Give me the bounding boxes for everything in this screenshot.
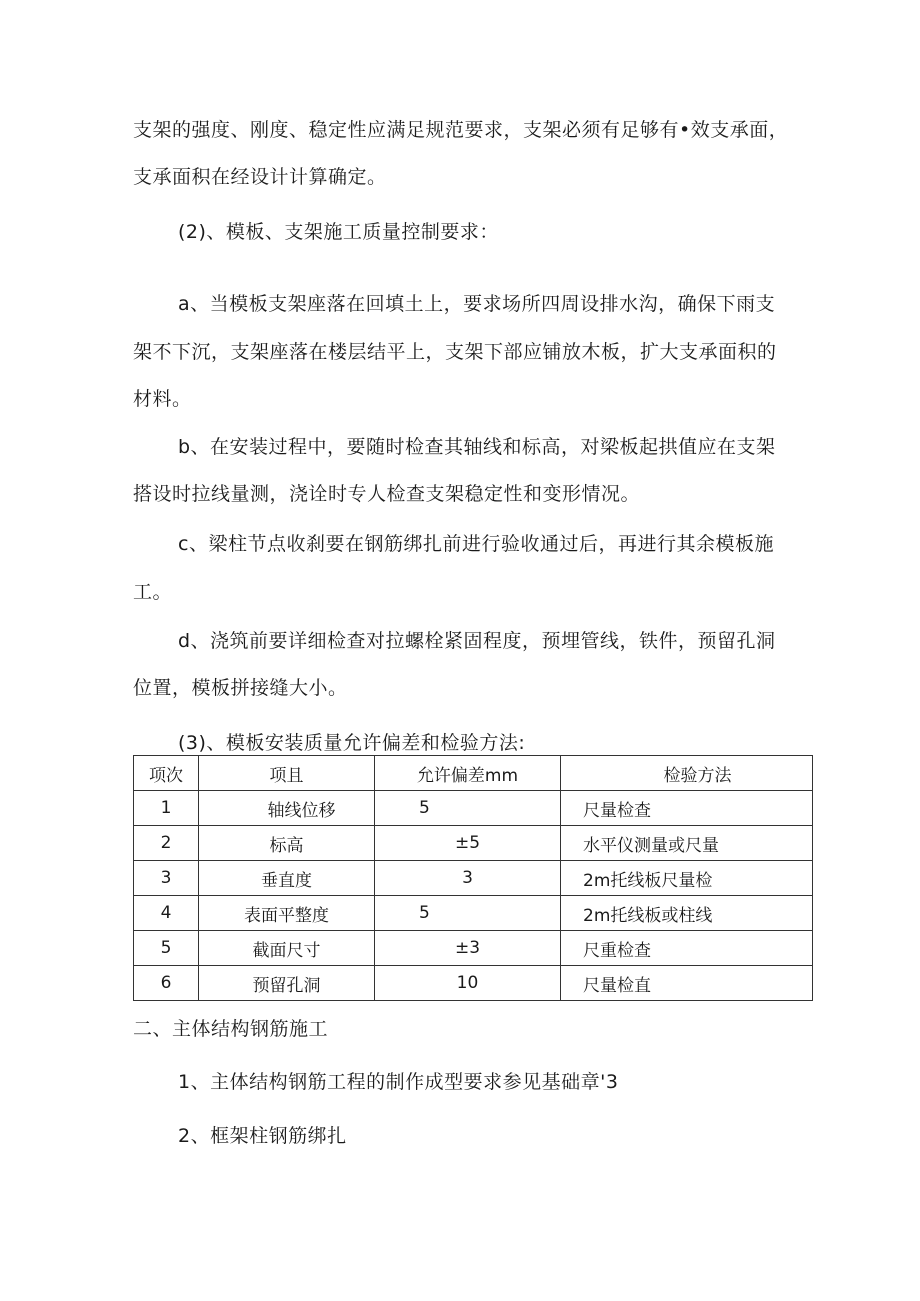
cell-tolerance: 5 [375, 791, 561, 826]
cell-method: 水平仪测量或尺量 [561, 826, 813, 861]
header-index: 项次 [134, 756, 199, 791]
subheading-3: (3)、模板安装质量允许偏差和检验方法: [178, 732, 526, 754]
item-a-line: a、当模板支架座落在回填土上，要求场所四周设排水沟，确保下雨支 [178, 293, 776, 315]
cell-index: 5 [134, 931, 199, 966]
item-b-line: b、在安装过程中，要随时检查其轴线和标高，对梁板起拱值应在支架 [178, 436, 776, 458]
cell-item: 垂直度 [199, 861, 375, 896]
section-heading: 二、主体结构钢筋施工 [133, 1018, 329, 1040]
item-d-line: 位置，模板拼接缝大小。 [133, 677, 348, 699]
table-row [134, 931, 813, 966]
cell-tolerance: ±5 [375, 826, 561, 861]
table-row [134, 896, 813, 931]
cell-method: 2m托线板或柱线 [561, 896, 813, 931]
cell-item: 轴线位移 [199, 791, 375, 826]
cell-item: 截面尺寸 [199, 931, 375, 966]
item-a-line: 材料。 [133, 388, 192, 410]
section-item: 2、框架柱钢筋绑扎 [178, 1125, 347, 1147]
subheading-2: (2)、模板、支架施工质量控制要求： [178, 221, 499, 243]
cell-index: 2 [134, 826, 199, 861]
cell-tolerance: 3 [375, 861, 561, 896]
cell-tolerance: ±3 [375, 931, 561, 966]
cell-item: 表面平整度 [199, 896, 375, 931]
header-item: 项且 [199, 756, 375, 791]
item-c-line: 工。 [133, 581, 173, 603]
header-method: 检验方法 [561, 756, 813, 791]
cell-item: 标高 [199, 826, 375, 861]
table-row [134, 861, 813, 896]
cell-method: 尺重检查 [561, 931, 813, 966]
paragraph-line: 支架的强度、刚度、稳定性应满足规范要求，支架必须有足够有•效支承面， [133, 119, 789, 141]
cell-method: 尺量检查 [561, 791, 813, 826]
cell-index: 4 [134, 896, 199, 931]
cell-tolerance: 5 [375, 896, 561, 931]
cell-index: 3 [134, 861, 199, 896]
item-d-line: d、浇筑前要详细检查对拉螺栓紧固程度，预埋管线，铁件，预留孔洞 [178, 630, 776, 652]
table-header-row [134, 756, 813, 791]
header-tolerance: 允许偏差mm [375, 756, 561, 791]
table-row [134, 826, 813, 861]
table-row [134, 791, 813, 826]
section-item: 1、主体结构钢筋工程的制作成型要求参见基础章'3 [178, 1071, 619, 1093]
cell-index: 6 [134, 966, 199, 1001]
cell-tolerance: 10 [375, 966, 561, 1001]
cell-method: 2m托线板尺量检 [561, 861, 813, 896]
cell-index: 1 [134, 791, 199, 826]
cell-method: 尺量检直 [561, 966, 813, 1001]
paragraph-line: 支承面积在经设计计算确定。 [133, 166, 387, 188]
table-row [134, 966, 813, 1001]
tolerance-table [133, 755, 813, 1001]
cell-item: 预留孔洞 [199, 966, 375, 1001]
item-b-line: 搭设时拉线量测，浇诠时专人检查支架稳定性和变形情况。 [133, 483, 641, 505]
item-c-line: c、梁柱节点收刹要在钢筋绑扎前进行验收通过后，再进行其余模板施 [178, 533, 774, 555]
item-a-line: 架不下沉，支架座落在楼层结平上，支架下部应铺放木板，扩大支承面积的 [133, 341, 777, 363]
